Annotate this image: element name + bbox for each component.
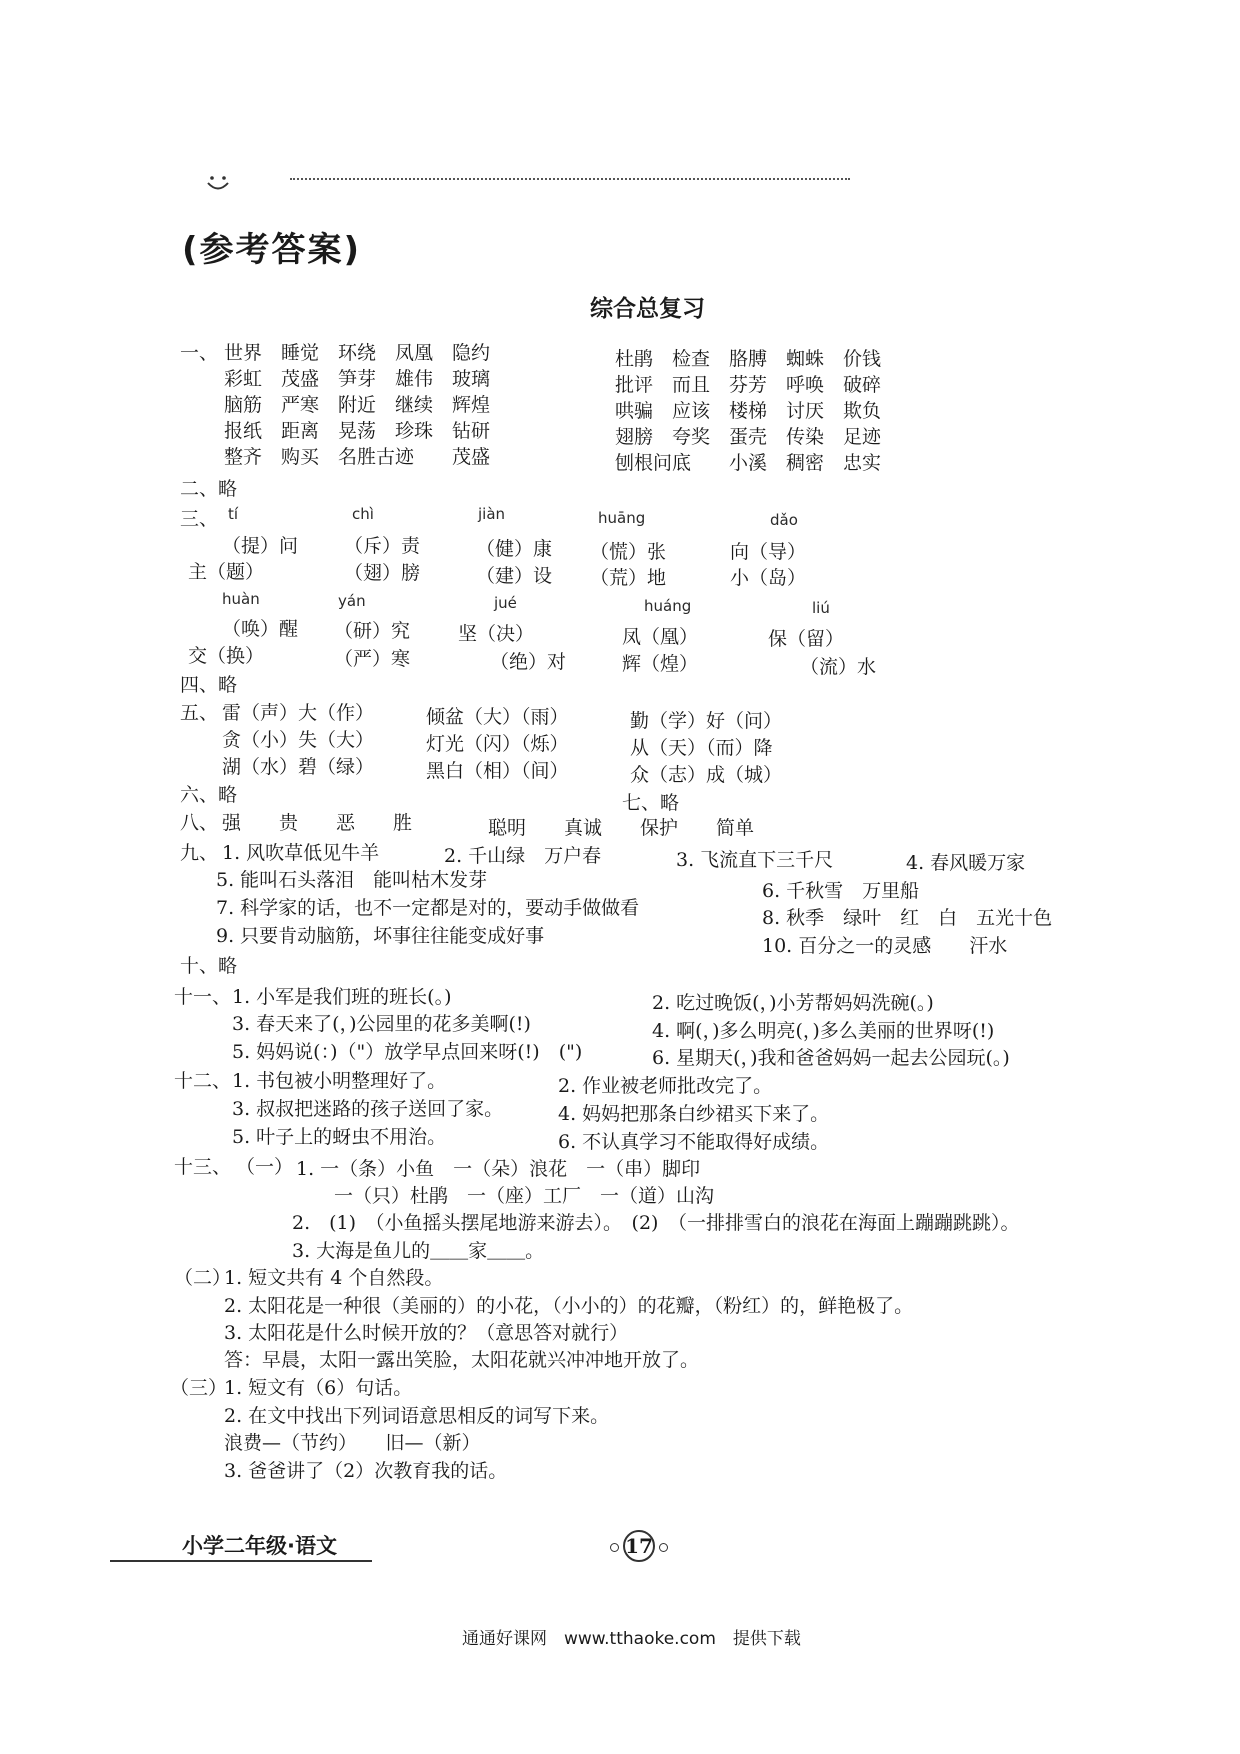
page-number-value: 17	[623, 1530, 655, 1562]
q8-label: 八、	[180, 812, 219, 834]
q1-left-row: 脑筋 严寒 附近 继续 辉煌	[224, 394, 491, 416]
dot-icon	[659, 1543, 668, 1552]
q13-line: 2. (1) （小鱼摇头摆尾地游来游去）。 (2) （一排排雪白的浪花在海面上蹦蹦跳跳）。	[292, 1212, 1020, 1234]
q3-cell: 坚（决）	[458, 623, 535, 645]
q1-right-row: 杜鹃 检查 胳膊 蜘蛛 价钱	[615, 348, 882, 370]
q1-left-row: 世界 睡觉 环绕 凤凰 隐约	[224, 342, 491, 364]
q13-line: 3. 太阳花是什么时候开放的？（意思答对就行）	[224, 1322, 629, 1344]
q4-label: 四、略	[180, 674, 238, 696]
pinyin: huāng	[598, 509, 646, 527]
q13-line: 2. 在文中找出下列词语意思相反的词写下来。	[224, 1405, 610, 1427]
q9-item: 5. 能叫石头落泪 能叫枯木发芽	[216, 869, 488, 891]
q3-cell: （慌）张	[590, 541, 667, 563]
q3-cell: （荒）地	[590, 567, 667, 589]
q13-part-label: （一）	[236, 1156, 294, 1178]
dot-icon	[610, 1543, 619, 1552]
q5-cell: 湖（水）碧（绿）	[222, 756, 375, 778]
q1-left-row: 整齐 购买 名胜古迹 茂盛	[224, 446, 491, 468]
pinyin: jué	[494, 594, 517, 612]
q12-item: 1. 书包被小明整理好了。	[232, 1070, 447, 1092]
q10-label: 十、略	[180, 955, 238, 977]
q9-item: 10. 百分之一的灵感 汗水	[762, 935, 1008, 957]
q3-cell: （唤）醒	[222, 618, 299, 640]
q5-cell: 勤（学）好（问）	[630, 710, 783, 732]
q5-cell: 贪（小）失（大）	[222, 729, 375, 751]
q8-words: 聪明 真诚 保护 简单	[488, 817, 755, 839]
pinyin: tí	[228, 505, 239, 523]
q11-item: 2. 吃过晚饭(，)小芳帮妈妈洗碗(。)	[652, 992, 934, 1014]
q12-label: 十二、	[174, 1070, 232, 1092]
section-title: 综合总复习	[590, 296, 705, 322]
q9-item: 8. 秋季 绿叶 红 白 五光十色	[762, 907, 1053, 929]
q5-cell: 众（志）成（城）	[630, 764, 783, 786]
q11-item: 4. 啊(，)多么明亮(，)多么美丽的世界呀(!)	[652, 1020, 995, 1042]
smiley-icon	[205, 172, 231, 192]
q12-item: 2. 作业被老师批改完了。	[558, 1075, 773, 1097]
q5-cell: 从（天）（而）降	[630, 737, 773, 759]
q3-cell: （翅）膀	[344, 562, 421, 584]
q13-part-label: （二）	[174, 1267, 232, 1289]
q5-label: 五、	[180, 702, 219, 724]
q9-item: 1. 风吹草低见牛羊	[222, 842, 380, 864]
pinyin: chì	[352, 505, 374, 523]
q3-cell: （斥）责	[344, 535, 421, 557]
q1-label: 一、	[180, 342, 219, 364]
q5-cell: 雷（声）大（作）	[222, 702, 375, 724]
q3-cell: （研）究	[334, 620, 411, 642]
q7-label: 七、略	[622, 792, 680, 814]
q3-cell: 小（岛）	[730, 567, 807, 589]
q3-cell: （绝）对	[490, 651, 567, 673]
pinyin: liú	[812, 599, 830, 617]
q3-cell: （建）设	[476, 565, 553, 587]
pinyin: yán	[338, 592, 366, 610]
header-dotted-rule	[290, 178, 850, 180]
q11-item: 6. 星期天(，)我和爸爸妈妈一起去公园玩(。)	[652, 1047, 1010, 1069]
footer-grade-subject: 小学二年级·语文	[182, 1534, 337, 1558]
q3-cell: 交（换）	[188, 645, 265, 667]
q12-item: 3. 叔叔把迷路的孩子送回了家。	[232, 1098, 504, 1120]
q3-label: 三、	[180, 508, 219, 530]
q11-label: 十一、	[174, 986, 232, 1008]
q3-cell: 辉（煌）	[622, 653, 699, 675]
q13-line: 1. 短文共有 4 个自然段。	[224, 1267, 444, 1289]
pinyin: dǎo	[770, 511, 798, 529]
q13-line: 3. 大海是鱼儿的＿＿家＿＿。	[292, 1240, 545, 1262]
q11-item: 3. 春天来了(，)公园里的花多美啊(!)	[232, 1013, 531, 1035]
q3-cell: （流）水	[800, 656, 877, 678]
q1-right-row: 批评 而且 芬芳 呼唤 破碎	[615, 374, 882, 396]
pinyin: huáng	[644, 597, 692, 615]
q5-cell: 倾盆（大）（雨）	[426, 706, 569, 728]
pinyin: huàn	[222, 590, 260, 608]
footer-rule	[110, 1560, 372, 1562]
q5-cell: 灯光（闪）（烁）	[426, 733, 569, 755]
q2-label: 二、略	[180, 478, 238, 500]
q13-line: 答：早晨，太阳一露出笑脸，太阳花就兴冲冲地开放了。	[224, 1349, 700, 1371]
q12-item: 5. 叶子上的蚜虫不用治。	[232, 1126, 447, 1148]
q11-item: 5. 妈妈说(：)（"）放学早点回来呀(!) (")	[232, 1041, 583, 1063]
q3-cell: （健）康	[476, 538, 553, 560]
q3-cell: 向（导）	[730, 541, 807, 563]
q3-cell: 保（留）	[768, 628, 845, 650]
page-title: (参考答案)	[182, 230, 362, 270]
q3-cell: 主（题）	[188, 561, 265, 583]
pinyin: jiàn	[478, 505, 506, 523]
q9-item: 2. 千山绿 万户春	[444, 845, 602, 867]
download-credit: 通通好课网 www.tthaoke.com 提供下载	[462, 1629, 801, 1649]
q3-cell: （提）问	[222, 535, 299, 557]
q1-left-row: 彩虹 茂盛 笋芽 雄伟 玻璃	[224, 368, 491, 390]
q13-label: 十三、	[174, 1156, 232, 1178]
q9-item: 4. 春风暖万家	[906, 852, 1026, 874]
q13-part-label: （三）	[170, 1377, 228, 1399]
q9-label: 九、	[180, 842, 219, 864]
q6-label: 六、略	[180, 784, 238, 806]
q13-line: 1. 一（条）小鱼 一（朵）浪花 一（串）脚印	[296, 1158, 701, 1180]
q8-words: 强 贵 恶 胜	[222, 812, 413, 834]
q3-cell: 凤（凰）	[622, 626, 699, 648]
q11-item: 1. 小军是我们班的班长(。)	[232, 986, 452, 1008]
q13-line: 2. 太阳花是一种很（美丽的）的小花，（小小的）的花瓣，（粉红）的，鲜艳极了。	[224, 1295, 914, 1317]
q3-cell: （严）寒	[334, 648, 411, 670]
q1-right-row: 翅膀 夸奖 蛋壳 传染 足迹	[615, 426, 882, 448]
page-number	[610, 1530, 668, 1562]
q1-left-row: 报纸 距离 晃荡 珍珠 钻研	[224, 420, 491, 442]
q1-right-row: 刨根问底 小溪 稠密 忠实	[615, 452, 882, 474]
q13-line: 浪费—（节约） 旧—（新）	[224, 1432, 481, 1454]
q9-item: 3. 飞流直下三千尺	[676, 849, 834, 871]
q1-right-row: 哄骗 应该 楼梯 讨厌 欺负	[615, 400, 882, 422]
q9-item: 7. 科学家的话，也不一定都是对的，要动手做做看	[216, 897, 640, 919]
q13-line: 3. 爸爸讲了（2）次教育我的话。	[224, 1460, 508, 1482]
q9-item: 6. 千秋雪 万里船	[762, 880, 920, 902]
q13-line: 一（只）杜鹃 一（座）工厂 一（道）山沟	[334, 1185, 715, 1207]
q9-item: 9. 只要肯动脑筋，坏事往往能变成好事	[216, 925, 545, 947]
q5-cell: 黑白（相）（间）	[426, 760, 569, 782]
q12-item: 6. 不认真学习不能取得好成绩。	[558, 1131, 830, 1153]
q12-item: 4. 妈妈把那条白纱裙买下来了。	[558, 1103, 830, 1125]
q13-line: 1. 短文有（6）句话。	[224, 1377, 413, 1399]
